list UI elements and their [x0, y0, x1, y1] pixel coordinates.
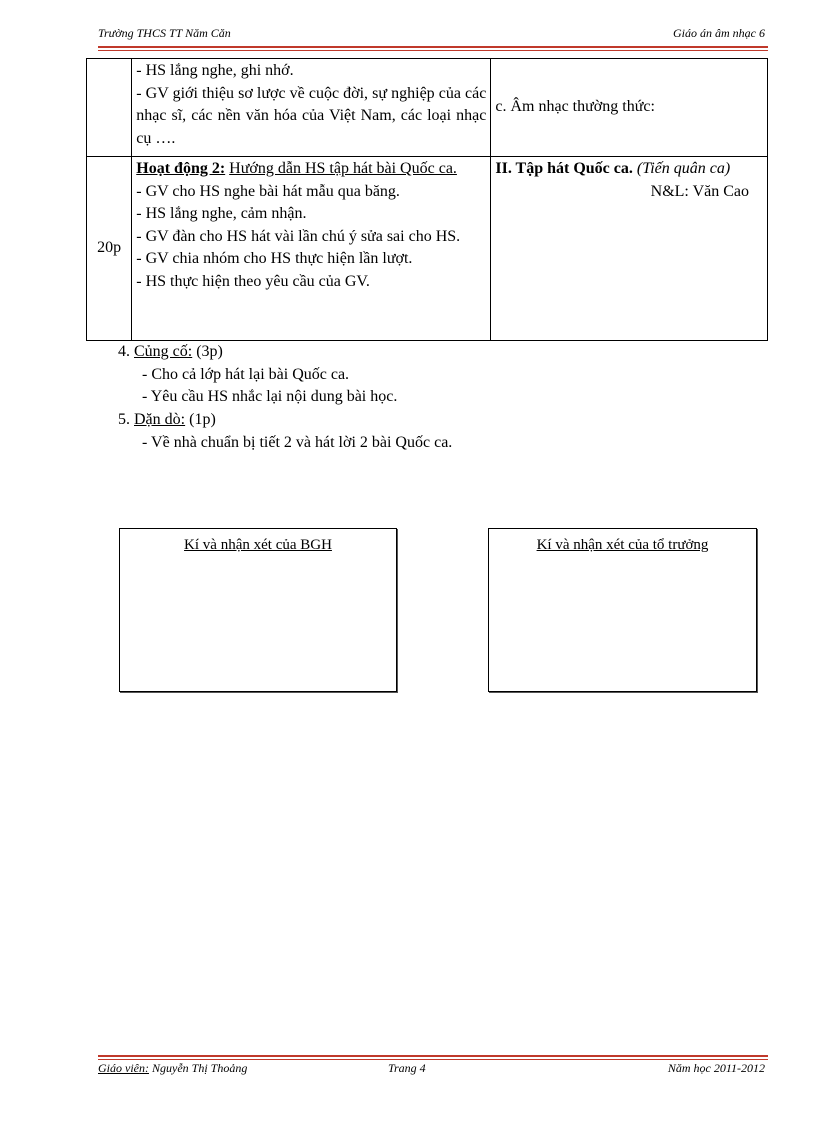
school-name: Trường THCS TT Năm Căn	[98, 26, 231, 40]
teacher-name: Nguyễn Thị Thoảng	[148, 1061, 248, 1075]
activity-cell	[132, 157, 491, 341]
activity-line: - HS lắng nghe, ghi nhớ.	[136, 62, 294, 79]
list-item: - Về nhà chuẩn bị tiết 2 và hát lời 2 bài Quốc ca.	[142, 434, 453, 451]
table-row	[87, 157, 768, 341]
activity-line: - HS thực hiện theo yêu cầu của GV.	[136, 272, 370, 290]
teacher	[98, 1061, 247, 1076]
activity-line: - GV đàn cho HS hát vài lần chú ý sửa sai cho HS.	[136, 227, 461, 245]
page-footer	[98, 1061, 765, 1079]
table-row	[87, 59, 768, 157]
time-cell	[87, 59, 132, 157]
activity-heading-text: Hướng dẫn HS tập hát bài Quốc ca.	[229, 160, 457, 177]
school-year: Năm học 2011-2012	[667, 1061, 765, 1075]
section-homework	[118, 411, 216, 429]
page-number: Trang 4	[388, 1061, 426, 1075]
activity-line: - GV giới thiệu sơ lược về cuộc đời, sự nghiệp của các nhạc sĩ, các nền văn hóa của Việt Nam, các loại nhạc cụ ….	[136, 84, 487, 147]
time-cell: 20p	[87, 157, 132, 341]
content-subtitle: (Tiến quân ca)	[636, 160, 731, 177]
activity-line: - GV chia nhóm cho HS thực hiện lần lượt.	[136, 250, 413, 267]
footer-rule-thick	[98, 1055, 768, 1057]
signature-box-board	[119, 528, 397, 692]
activity-line: - HS lắng nghe, cảm nhận.	[136, 205, 307, 222]
content-heading	[495, 158, 763, 181]
section-duration: (1p)	[189, 411, 216, 428]
section-number: 4.	[118, 343, 130, 360]
content-cell: c. Âm nhạc thường thức:	[491, 59, 768, 157]
lesson-table	[86, 58, 768, 341]
header-rule-thick	[98, 46, 768, 48]
teacher-label: Giáo viên:	[98, 1061, 149, 1075]
footer-rule-thin	[98, 1059, 768, 1060]
section-title: Củng cố:	[134, 343, 193, 360]
section-consolidation	[118, 343, 223, 361]
signature-title: Kí và nhận xét của tổ trưởng	[536, 537, 709, 553]
list-item: - Cho cả lớp hát lại bài Quốc ca.	[142, 366, 350, 383]
list-item: - Yêu cầu HS nhắc lại nội dung bài học.	[142, 388, 398, 405]
section-number: 5.	[118, 411, 130, 428]
content-cell	[491, 157, 768, 341]
signature-title: Kí và nhận xét của BGH	[184, 537, 332, 553]
activity-line: - GV cho HS nghe bài hát mẫu qua băng.	[136, 182, 400, 200]
section-title: Dặn dò:	[134, 411, 186, 428]
section-duration: (3p)	[196, 343, 223, 360]
content-title: II. Tập hát Quốc ca.	[495, 160, 633, 177]
subject-name: Giáo án âm nhạc 6	[673, 26, 765, 40]
activity-heading-label: Hoạt động 2:	[136, 160, 226, 177]
activity-cell	[132, 59, 491, 157]
signature-box-leader	[488, 528, 757, 692]
page-header	[98, 26, 765, 44]
content-author: N&L: Văn Cao	[650, 182, 749, 200]
activity-heading	[136, 158, 486, 181]
header-rule-thin	[98, 50, 768, 51]
